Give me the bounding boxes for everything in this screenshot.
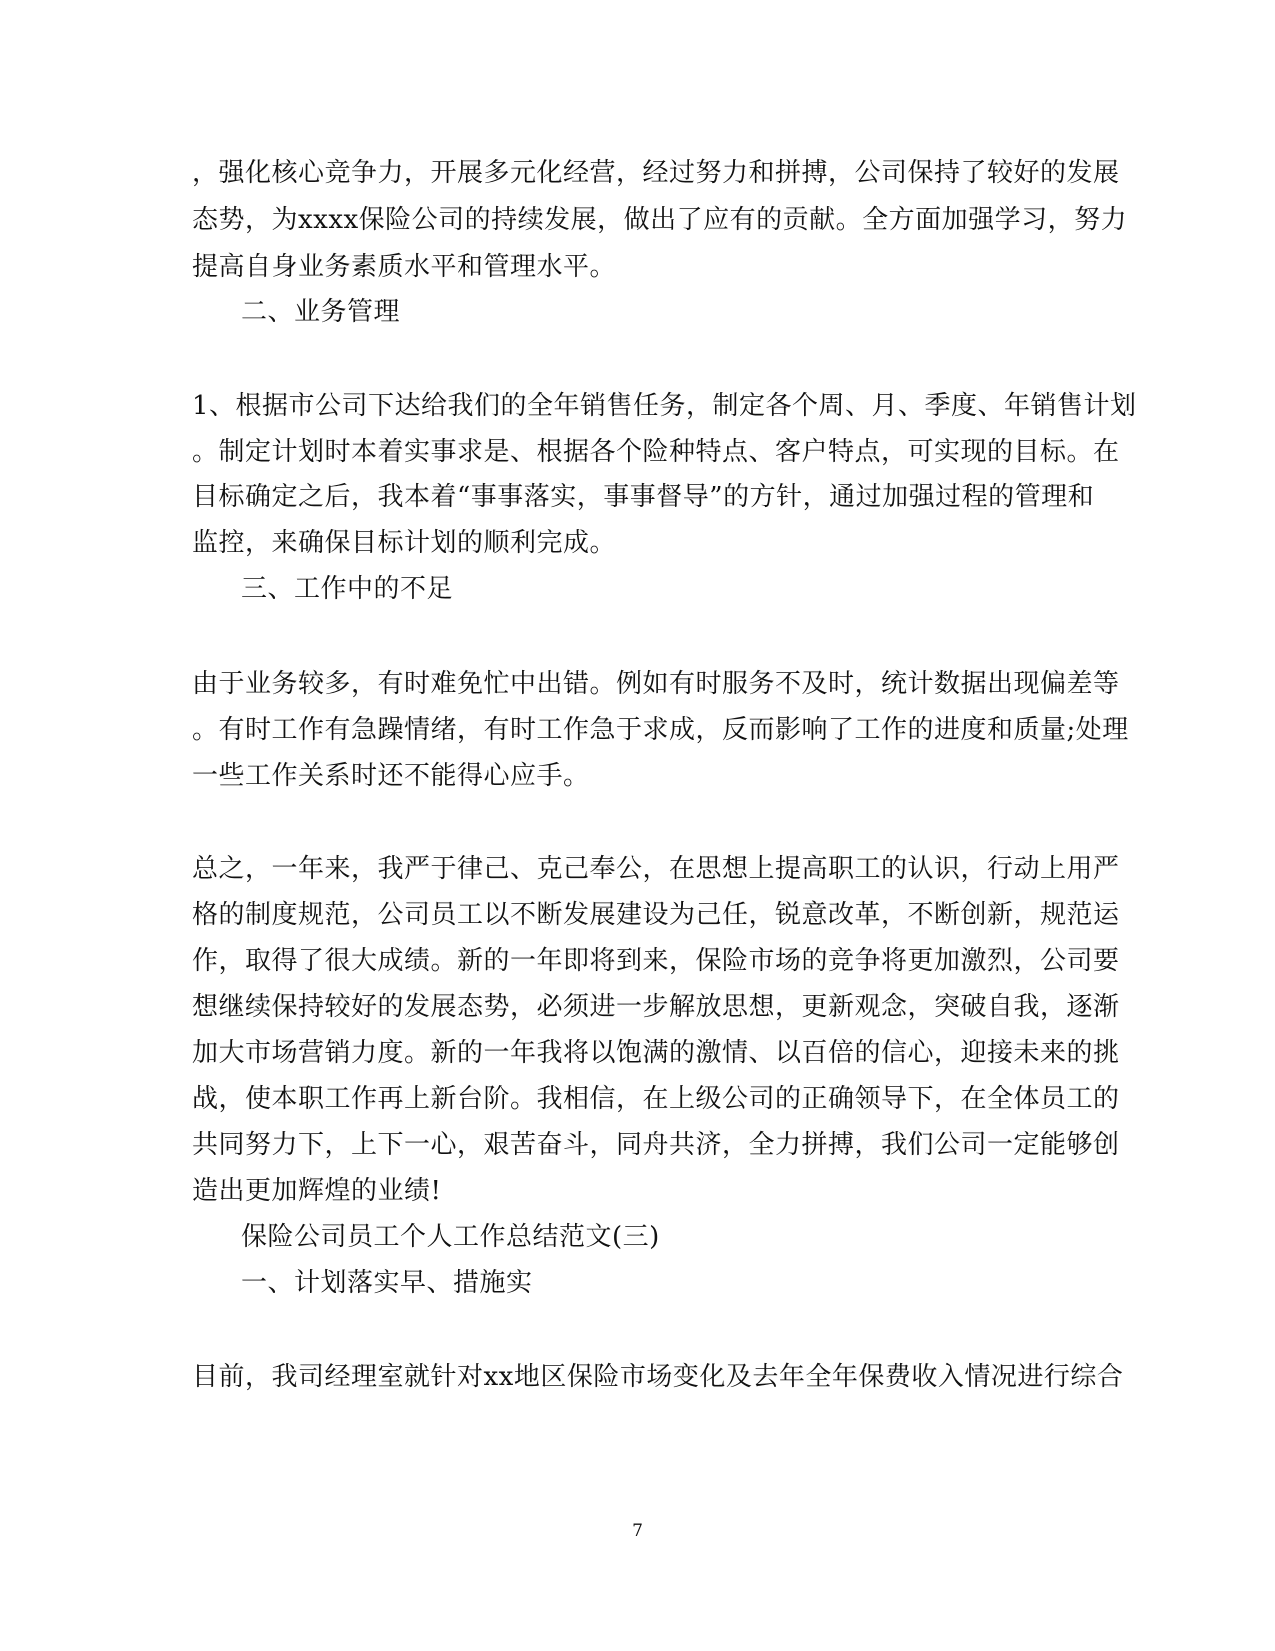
paragraph-line: 一些工作关系时还不能得心应手。: [192, 761, 590, 791]
page-number: 7: [632, 1521, 643, 1541]
paragraph-line: 。有时工作有急躁情绪，有时工作急于求成，反而影响了工作的进度和质量;处理: [192, 715, 1129, 745]
paragraph-line: 目标确定之后，我本着“事事落实，事事督导”的方针，通过加强过程的管理和: [192, 482, 1095, 512]
paragraph-line: 作，取得了很大成绩。新的一年即将到来，保险市场的竞争将更加激烈，公司要: [192, 946, 1120, 976]
paragraph-line: 监控，来确保目标计划的顺利完成。: [192, 528, 617, 558]
paragraph-line: ，强化核心竞争力，开展多元化经营，经过努力和拼搏，公司保持了较好的发展: [192, 158, 1120, 188]
section-heading: 二、业务管理: [241, 297, 401, 327]
paragraph-line: 目前，我司经理室就针对xx地区保险市场变化及去年全年保费收入情况进行综合: [192, 1362, 1124, 1392]
paragraph-line: 1、根据市公司下达给我们的全年销售任务，制定各个周、月、季度、年销售计划: [192, 391, 1137, 421]
paragraph-line: 态势，为xxxx保险公司的持续发展，做出了应有的贡献。全方面加强学习，努力: [192, 205, 1128, 235]
paragraph-line: 提高自身业务素质水平和管理水平。: [192, 252, 617, 282]
section-heading: 一、计划落实早、措施实: [241, 1268, 533, 1298]
paragraph-line: 想继续保持较好的发展态势，必须进一步解放思想，更新观念，突破自我，逐渐: [192, 992, 1120, 1022]
paragraph-line: 加大市场营销力度。新的一年我将以饱满的激情、以百倍的信心，迎接未来的挑: [192, 1038, 1120, 1068]
paragraph-line: 总之，一年来，我严于律己、克己奉公，在思想上提高职工的认识，行动上用严: [192, 854, 1120, 884]
paragraph-line: 由于业务较多，有时难免忙中出错。例如有时服务不及时，统计数据出现偏差等: [192, 669, 1120, 699]
paragraph-line: 造出更加辉煌的业绩!: [192, 1176, 442, 1206]
paragraph-line: 。制定计划时本着实事求是、根据各个险种特点、客户特点，可实现的目标。在: [192, 437, 1120, 467]
paragraph-line: 共同努力下，上下一心，艰苦奋斗，同舟共济，全力拼搏，我们公司一定能够创: [192, 1130, 1120, 1160]
paragraph-line: 格的制度规范，公司员工以不断发展建设为己任，锐意改革，不断创新，规范运: [192, 900, 1120, 930]
section-heading: 三、工作中的不足: [241, 574, 454, 604]
paragraph-line: 战，使本职工作再上新台阶。我相信，在上级公司的正确领导下，在全体员工的: [192, 1084, 1120, 1114]
section-title: 保险公司员工个人工作总结范文(三): [241, 1222, 660, 1252]
